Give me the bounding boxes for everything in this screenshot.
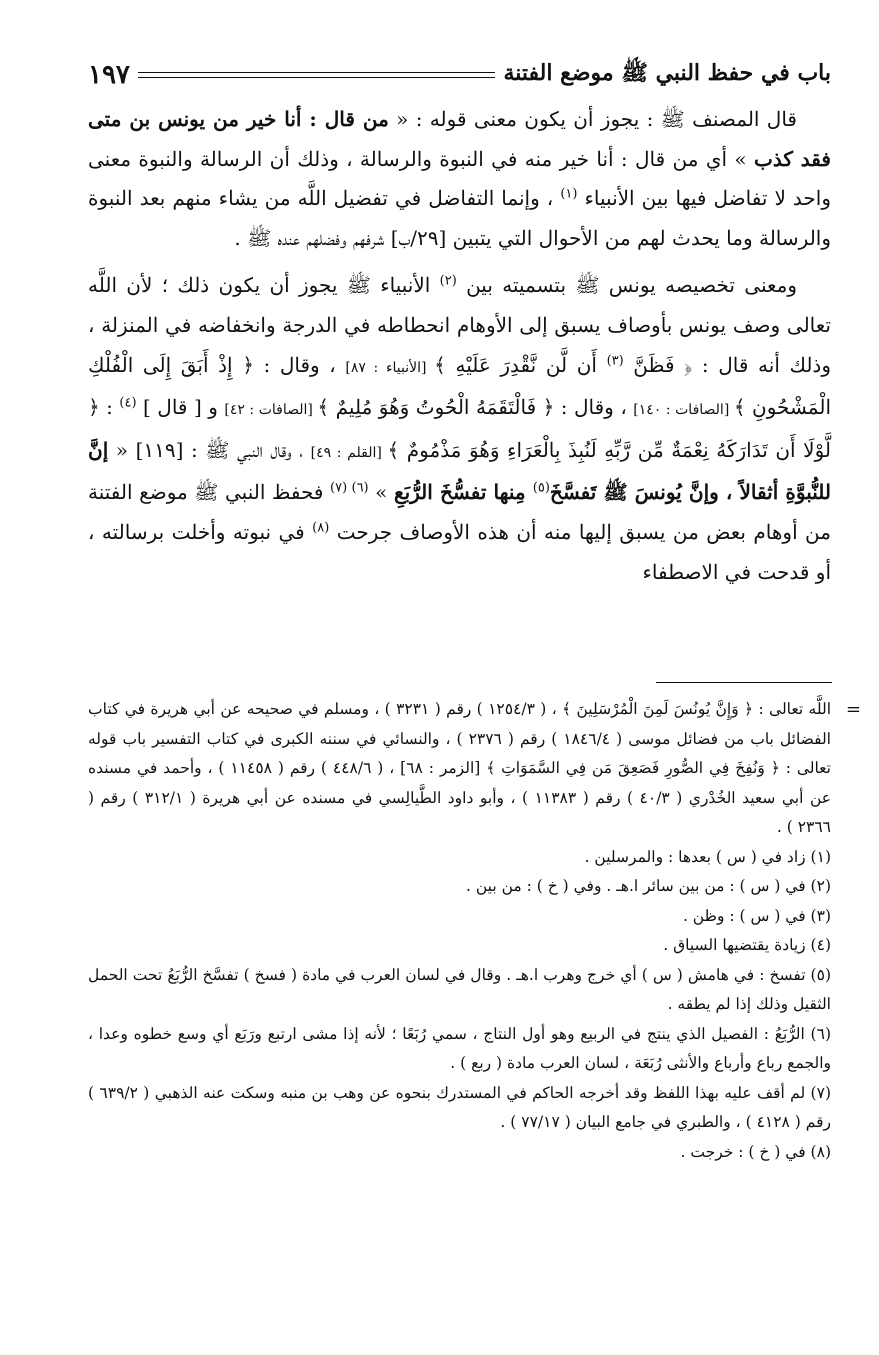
footnote-1: (١) زاد في ( س ) بعدها : والمرسلين . — [584, 847, 831, 866]
verse-reference: [الأنبياء : ٨٧] — [345, 359, 435, 376]
quran-quote: ﴿ لَّوْلَا أَن تَدَارَكَهُ نِعْمَةٌ مِّن رَّبِّهِ لَنُبِذَ بِالْعَرَاءِ وَهُوَ مَذْمُومٌ ﴾ — [88, 395, 831, 462]
text-run: ، وقال النبي ﷺ : [١١٩] « — [108, 437, 311, 462]
hadith-text: إنَّ للنُّبوَّةِ أثقالاً ، وإنَّ يُونسَ ﷺ تَفسَّخَ — [88, 437, 831, 505]
quran-quote: ﴿ فَظَنَّ — [623, 352, 693, 377]
text-run: قال المصنف ﷺ : يجوز أن يكون معنى قوله : « — [388, 107, 797, 131]
text-run: » — [368, 480, 394, 505]
footnote-marker: (٤) — [119, 395, 137, 411]
text-run: ومعنى تخصيصه يونس ﷺ بتسميته بين — [456, 273, 797, 298]
main-text — [88, 100, 831, 600]
footnote-2: (٢) في ( س ) : من بين سائر ا.هـ . وفي ( خ ) : من بين . — [466, 877, 831, 895]
header-rule — [138, 72, 496, 78]
footnote-marker: (١) — [560, 186, 578, 202]
hadith-text: من قال : أنا خير من يونس بن متى فقد كذب — [88, 107, 831, 171]
footnote-4: (٤) زيادة يقتضيها السياق . — [663, 936, 831, 954]
page-header — [88, 55, 831, 95]
footnote-marker: (٨) — [312, 520, 330, 536]
text-run: و [ قال ] — [136, 395, 225, 420]
footnote-marker: (٥) — [532, 480, 550, 496]
paragraph-1 — [88, 100, 831, 258]
verse-reference: [القلم : ٤٩] — [310, 444, 388, 461]
text-run: : — [99, 395, 120, 420]
verse-reference: [الصافات : ١٤٠] — [633, 402, 734, 419]
paragraph-2 — [88, 266, 831, 592]
page-number: ١٩٧ — [88, 60, 130, 90]
hadith-text: مِنها تفسُّخَ الرُّبَعِ — [393, 480, 533, 505]
footnote-3: (٣) في ( س ) : وظن . — [682, 906, 831, 925]
text-run: في نبوته وأخلت برسالته ، أو قدحت في الاصطفاء — [88, 519, 831, 584]
verse-reference: [الصافات : ٤٢] — [224, 402, 318, 419]
footnote-marker: (٦) — [351, 480, 369, 496]
footnote-continuation-text: اللَّه تعالى : ﴿ وَإِنَّ يُونُسَ لَمِنَ الْمُرْسَلِينَ ﴾ ، ( ١٢٥٤/٣ ) رقم ( ٣٢٣١ ) ، ومسلم في صحيحه عن أبي هريرة في كتاب الفضائل باب من فضائل موسى ( ١٨٤٦/٤ ) رقم ( ٢٣٧٦ ) ، والنسائي في سننه الكبرى في كتاب التفسير باب قوله تعالى : ﴿ وَنُفِخَ فِي الصُّورِ فَصَعِقَ مَن فِي السَّمَوَاتِ ﴾ [الزمر : ٦٨] ، ( ٤٤٨/٦ ) رقم ( ١١٤٥٨ ) ، وأحمد في مسنده عن أبي سعيد الخُدْري ( ٤٠/٣ ) رقم ( ١١٣٨٣ ) ، وأبو داود الطَّيالِسي في مسنده عن أبي هريرة ( ٣١٢/١ ) رقم ( ٢٣٦٦ ) . — [88, 700, 832, 836]
text-run: الأنبياء ﷺ يجوز أن يكون ذلك ؛ لأن اللَّه تعالى وصف يونس بأوصاف يسبق إلى الأوهام انحطاطه في الدرجة وانخفاضه في المنزلة ، وذلك أنه قال : — [88, 273, 831, 377]
continuation-mark: = — [845, 699, 861, 720]
quran-quote: ﴿ إِذْ أَبَقَ إِلَى الْفُلْكِ الْمَشْحُونِ ﴾ — [88, 352, 832, 420]
footnote-8: (٨) في ( خ ) : خرجت . — [680, 1142, 831, 1161]
footnote-marker: (٣) — [606, 352, 624, 368]
text-run: ، وإنما التفاضل في تفضيل اللَّه من يشاء منهم بعد النبوة والرسالة وما يحدث لهم من الأحوال التي يتبين [٢٩/ب] شرفهم وفضلهم عنده ﷺ . — [88, 186, 831, 250]
footnote-continuation — [88, 695, 861, 843]
quran-quote: ﴿ فَالْتَقَمَهُ الْحُوتُ وَهُوَ مُلِيمٌ ﴾ — [317, 395, 555, 420]
footnotes — [88, 695, 861, 1167]
footnote-marker: (٧) — [330, 480, 352, 496]
footnote-separator — [656, 682, 832, 683]
text-run: » أي من قال : أنا خير منه في النبوة والرسالة ، وذلك أن الرسالة والنبوة معنى واحد لا تفاضل فيها بين الأنبياء — [88, 146, 831, 211]
running-title: باب في حفظ النبي ﷺ موضع الفتنة — [503, 60, 831, 86]
text-run: فحفظ النبي ﷺ موضع الفتنة من أوهام بعض من يسبق إليها منه أن هذه الأوصاف جرحت — [88, 480, 831, 544]
footnote-6: (٦) الرُّبَعُ : الفصيل الذي ينتج في الربيع وهو أول النتاج ، سمي رُبَعًا ؛ لأنه إذا مشى ارتبع ورَبَع أي وسع خطوه وعدا ، والجمع رباع وأرباع والأنثى رُبَعَة ، لسان العرب مادة ( ربع ) . — [88, 1024, 831, 1072]
text-run: ، وقال : — [253, 352, 346, 377]
quran-quote: أَن لَّن نَّقْدِرَ عَلَيْهِ ﴾ — [434, 352, 607, 377]
text-run: ، وقال : — [554, 395, 634, 420]
footnote-marker: (٢) — [439, 273, 457, 289]
footnote-7: (٧) لم أقف عليه بهذا اللفظ وقد أخرجه الحاكم في المستدرك بنحوه عن وهب بن منبه وسكت عنه الذهبي ( ٦٣٩/٢ ) رقم ( ٤١٢٨ ) ، والطبري في جامع البيان ( ٧٧/١٧ ) . — [88, 1083, 831, 1131]
footnote-5: (٥) تفسخ : في هامش ( س ) أي خرج وهرب ا.هـ . وقال في لسان العرب في مادة ( فسخ ) تفسَّخ الرُّبَعُ تحت الحمل الثقيل وذلك إذا لم يطقه . — [88, 965, 831, 1013]
